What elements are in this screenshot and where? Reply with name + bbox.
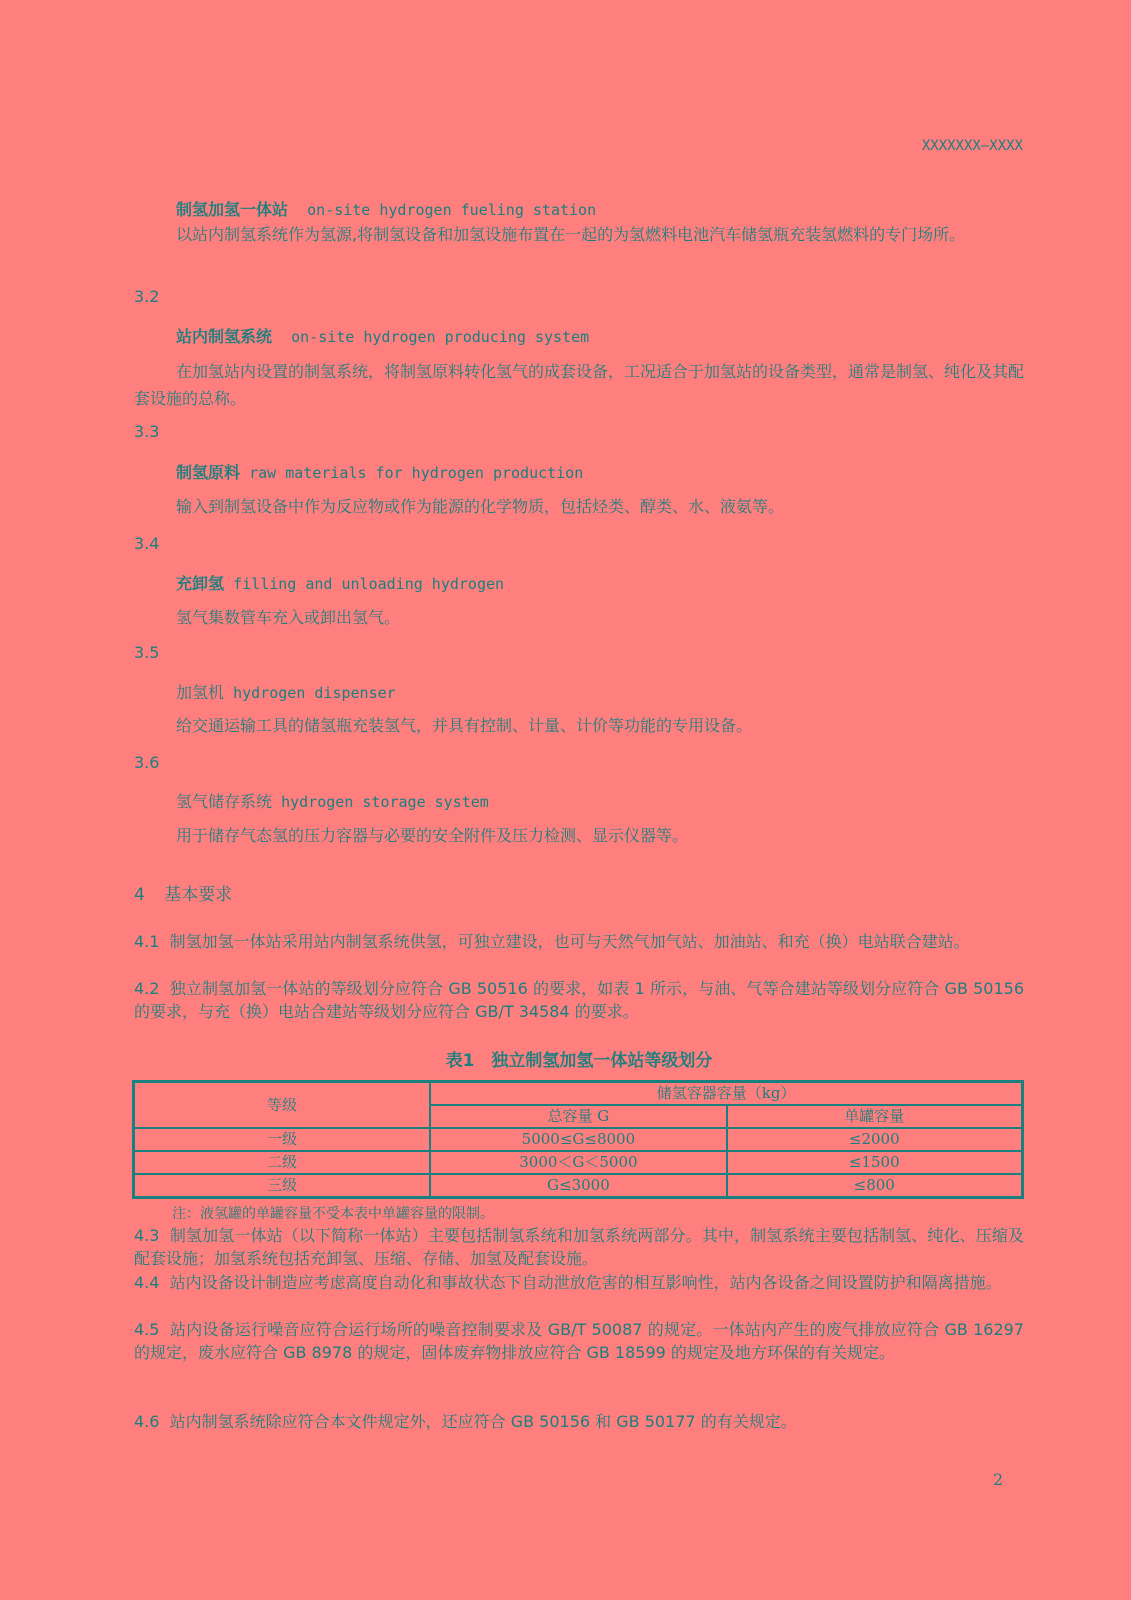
clause-number: 4.3 [134, 1226, 160, 1245]
header-capacity-group: 储氢容器容量（kg） [430, 1082, 1022, 1106]
clause-number: 4.4 [134, 1273, 160, 1292]
cell-grade: 二级 [134, 1151, 431, 1174]
clause-text: 站内设备运行噪音应符合运行场所的噪音控制要求及 GB/T 50087 的规定。一体站内产生的废气排放应符合 GB 16297 的规定，废水应符合 GB 8978 的规定，固体废弃物排放应符合 GB 18599 的规定及地方环保的有关规定。 [134, 1320, 1024, 1362]
term-cn: 加氢机 [176, 683, 225, 702]
cell-single: ≤2000 [727, 1128, 1023, 1151]
term-title [176, 680, 396, 703]
cell-grade: 三级 [134, 1174, 431, 1198]
document-code: XXXXXXX—XXXX [921, 138, 1023, 154]
term-number: 3.2 [134, 287, 160, 306]
cell-single: ≤800 [727, 1174, 1023, 1198]
table-row [134, 1174, 1023, 1198]
term-definition: 给交通运输工具的储氢瓶充装氢气，并具有控制、计量、计价等功能的专用设备。 [176, 716, 753, 735]
clause [134, 1410, 1024, 1433]
term-cn: 氢气储存系统 [176, 792, 273, 811]
clause [134, 930, 1024, 953]
term-en: raw materials for hydrogen production [249, 464, 584, 482]
cell-total: 3000＜G＜5000 [430, 1151, 726, 1174]
term-definition: 氢气集数管车充入或卸出氢气。 [176, 608, 401, 627]
page-number: 2 [993, 1470, 1004, 1489]
clause-text: 制氢加氢一体站采用站内制氢系统供氢，可独立建设，也可与天然气加气站、加油站、和充（换）电站联合建站。 [169, 932, 970, 951]
term-definition: 以站内制氢系统作为氢源,将制氢设备和加氢设施布置在一起的为氢燃料电池汽车储氢瓶充装氢燃料的专门场所。 [176, 225, 966, 244]
term-title [176, 460, 583, 483]
clause-text: 制氢加氢一体站（以下简称一体站）主要包括制氢系统和加氢系统两部分。其中，制氢系统主要包括制氢、纯化、压缩及配套设施；加氢系统包括充卸氢、压缩、存储、加氢及配套设施。 [134, 1226, 1025, 1268]
term-en: on-site hydrogen producing system [291, 328, 590, 346]
table-row [134, 1151, 1023, 1174]
clause-text: 站内设备设计制造应考虑高度自动化和事故状态下自动泄放危害的相互影响性，站内各设备之间设置防护和隔离措施。 [169, 1273, 1002, 1292]
cell-grade: 一级 [134, 1128, 431, 1151]
term-number: 3.6 [134, 753, 160, 772]
clause-number: 4.2 [134, 979, 160, 998]
clause [134, 977, 1024, 1023]
term-definition: 输入到制氢设备中作为反应物或作为能源的化学物质，包括烃类、醇类、水、液氨等。 [176, 497, 785, 516]
clause-number: 4.6 [134, 1412, 160, 1431]
clause-text: 独立制氢加氢一体站的等级划分应符合 GB 50516 的要求，如表 1 所示，与油、气等合建站等级划分应符合 GB 50156 的要求，与充（换）电站合建站等级划分应符合 GB/T 34584 的要求。 [134, 979, 1024, 1021]
clause [134, 1224, 1024, 1270]
grade-table [132, 1080, 1024, 1199]
term-number: 3.3 [134, 422, 160, 441]
clause [134, 1271, 1024, 1294]
term-cn: 制氢加氢一体站 [176, 200, 289, 219]
header-total-capacity: 总容量 G [430, 1105, 726, 1128]
term-number: 3.5 [134, 643, 160, 662]
section-heading [134, 880, 232, 905]
term-title [176, 571, 504, 594]
term-number: 3.4 [134, 534, 160, 553]
term-cn: 充卸氢 [176, 574, 225, 593]
term-title [176, 789, 489, 812]
term-en: on-site hydrogen fueling station [307, 201, 597, 219]
term-title [176, 197, 596, 220]
term-en: filling and unloading hydrogen [233, 575, 505, 593]
section-title: 基本要求 [164, 885, 233, 905]
term-cn: 站内制氢系统 [176, 327, 273, 346]
cell-single: ≤1500 [727, 1151, 1023, 1174]
cell-total: 5000≤G≤8000 [430, 1128, 726, 1151]
term-title [176, 324, 589, 347]
term-en: hydrogen storage system [281, 793, 489, 811]
table-row [134, 1128, 1023, 1151]
table-note: 注：液氢罐的单罐容量不受本表中单罐容量的限制。 [172, 1206, 494, 1222]
term-cn: 制氢原料 [176, 463, 241, 482]
clause-text: 站内制氢系统除应符合本文件规定外，还应符合 GB 50156 和 GB 50177 的有关规定。 [169, 1412, 797, 1431]
header-grade: 等级 [134, 1082, 431, 1129]
term-definition: 用于储存气态氢的压力容器与必要的安全附件及压力检测、显示仪器等。 [176, 826, 689, 845]
clause-number: 4.5 [134, 1320, 160, 1339]
section-number: 4 [134, 885, 145, 905]
cell-total: G≤3000 [430, 1174, 726, 1198]
clause [134, 1318, 1024, 1364]
table-caption: 表1 独立制氢加氢一体站等级划分 [445, 1051, 713, 1071]
term-en: hydrogen dispenser [233, 684, 396, 702]
header-single-tank-capacity: 单罐容量 [727, 1105, 1023, 1128]
term-definition: 在加氢站内设置的制氢系统，将制氢原料转化氢气的成套设备，工况适合于加氢站的设备类型，通常是制氢、纯化及其配套设施的总称。 [134, 362, 1025, 408]
clause-number: 4.1 [134, 932, 160, 951]
